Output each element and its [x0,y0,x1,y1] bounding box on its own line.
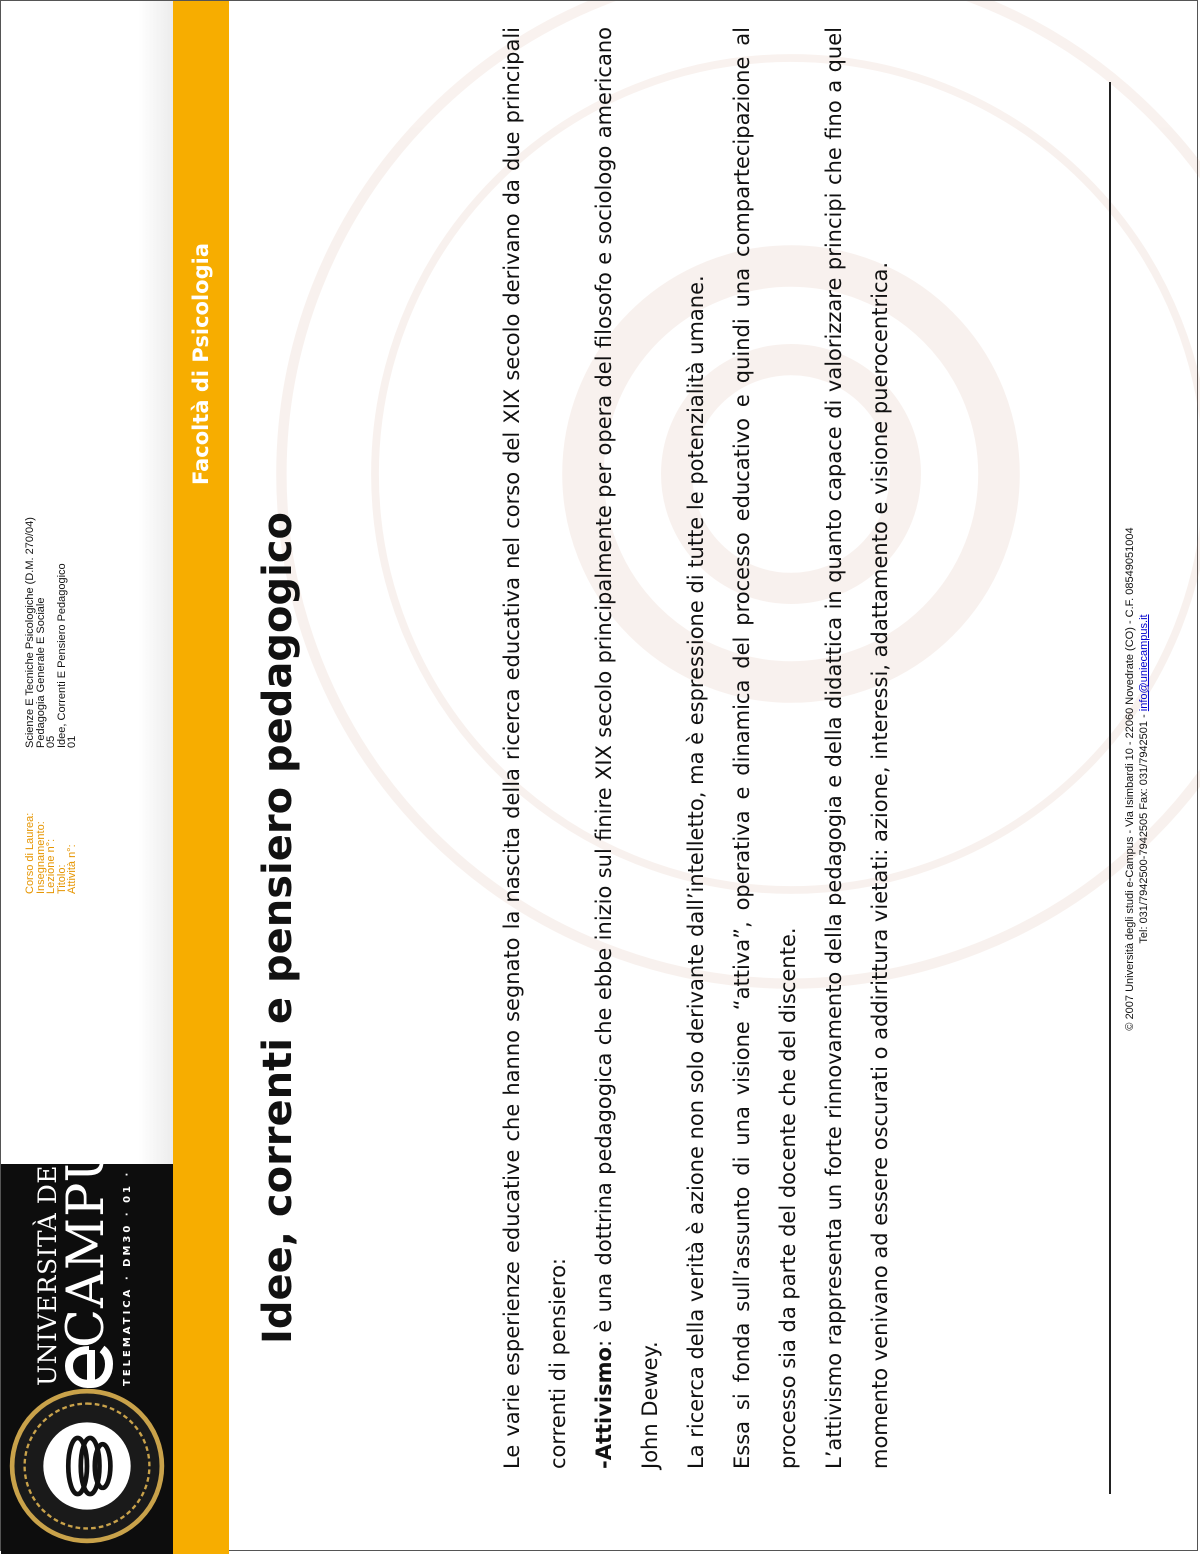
info-label: Attività n°: [66,844,78,894]
footer [1123,154,1151,1404]
footer-email-link[interactable]: info@uniecampus.it [1138,614,1150,712]
info-label: Insegnamento: [34,821,47,894]
footer-line1: © 2007 Università degli studi e-Campus - Via Isimbardi 10 - 22060 Novedrate (CO) - C.F. 08549051004 [1124,527,1136,1031]
ecampus-e-icon [59,1344,115,1394]
info-value: Scienze E Tecniche Psicologiche (D.M. 270/04) [24,517,36,748]
footer-divider [1109,82,1111,1494]
slide [1,1,1200,1554]
body-text [489,27,903,1469]
course-info-values [25,517,78,748]
footer-contacts: Tel: 031/7942500-7942505 Fax: 031/7942501 - [1138,711,1150,944]
university-name-line1: UNIVERSITÀ DEGLI STUDI [33,1021,62,1386]
footer-line2 [1137,154,1151,1404]
paragraph: Essa si fonda sull’assunto di una visione “attiva”, operativa e dinamica del processo educativo e quindi una compartecipazione al processo sia da parte del docente che del discente. [730,27,800,1469]
paragraph: L’attivismo rappresenta un forte rinnovamento della pedagogia e della didattica in quanto capace di valorizzare principi che fino a quel momento venivano ad essere oscurati o addirittura vietati: azione, interessi, adattamento e visione puerocentrica. [822,27,892,1469]
info-value: Pedagogia Generale E Sociale [34,597,47,748]
info-value: Idee, Correnti E Pensiero Pedagogico [55,563,68,748]
info-label: Titolo: [55,864,68,894]
info-label: Lezione n°: [45,838,57,894]
university-name-line3: TELEMATICA · DM30 · 01 · 2006 [122,1123,133,1386]
course-info-labels [25,813,78,894]
info-value: 05 [45,735,57,748]
faculty-name: Facoltà di Psicologia [189,242,213,486]
paragraph [581,27,673,1469]
university-name-line2: CAMPUS [57,1102,116,1348]
university-seal-icon [9,1388,165,1544]
info-value: 01 [66,735,78,748]
page-title: Idee, correnti e pensiero pedagogico [255,511,301,1344]
paragraph-text: : è una dottrina pedagogica che ebbe inizio sul finire XIX secolo principalmente per opera del filosofo e sociologo americano John Dewey. [592,27,662,1469]
term-attivismo: -Attivismo [592,1347,616,1469]
paragraph: Le varie esperienze educative che hanno segnato la nascita della ricerca educativa nel corso del XIX secolo derivano da due principali correnti di pensiero: [500,27,570,1469]
info-label: Corso di Laurea: [24,812,36,894]
paragraph: La ricerca della verità è azione non solo derivante dall’intelletto, ma è espressione di tutte le potenzialità umane. [684,275,708,1469]
